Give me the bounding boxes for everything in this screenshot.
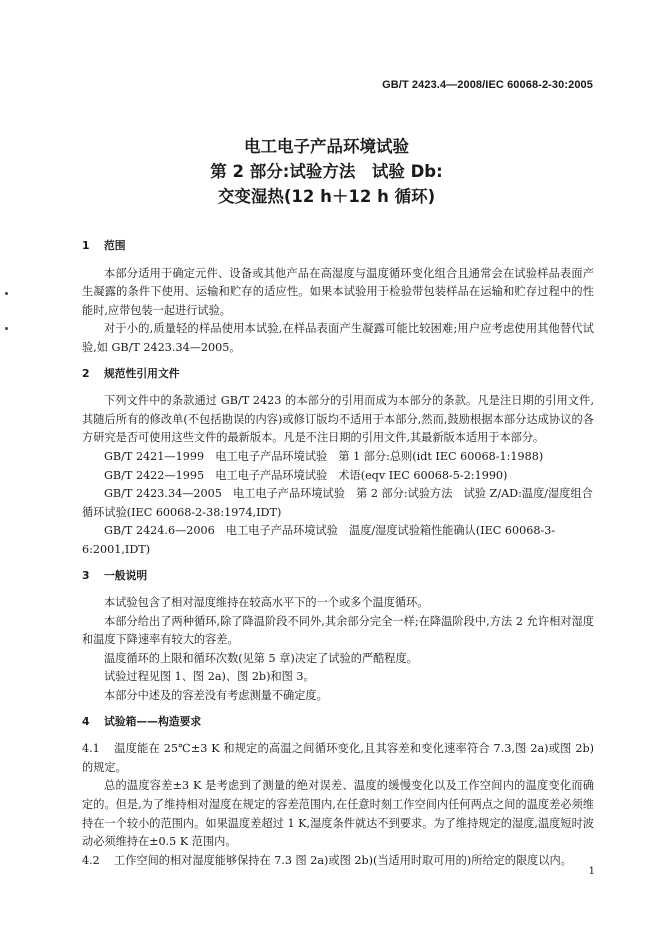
paragraph: 本部分中述及的容差没有考虑测量不确定度。 — [104, 689, 328, 703]
section-title: 规范性引用文件 — [104, 366, 180, 380]
section-number: 4 — [82, 714, 90, 728]
section-2-heading — [82, 365, 594, 384]
clause-number: 4.2 — [82, 853, 100, 867]
clause-number: 4.1 — [82, 742, 100, 756]
section-title: 一般说明 — [104, 568, 148, 582]
section-4-heading — [82, 713, 594, 732]
clause-text: 工作空间的相对湿度能够保持在 7.3 图 2a)或图 2b)(当适用时取可用的)所给定的限度以内。 — [114, 853, 572, 867]
title-line-3: 交变湿热(12 h＋12 h 循环) — [217, 187, 436, 206]
document-body — [82, 237, 594, 870]
margin-mark — [5, 292, 8, 295]
title-line-1: 电工电子产品环境试验 — [244, 137, 409, 156]
page-number: 1 — [588, 866, 595, 877]
section-1-heading — [82, 237, 594, 256]
section-title: 试验箱——构造要求 — [104, 714, 202, 728]
paragraph: 温度循环的上限和循环次数(见第 5 章)决定了试验的严酷程度。 — [104, 651, 418, 665]
paragraph: 总的温度容差±3 K 是考虑到了测量的绝对误差、温度的缓慢变化以及工作空间内的温度变化而确定的。但是,为了维持相对湿度在规定的容差范围内,在任意时刻工作空间内任何两点之间的温度差必须维持在一个较小的范围内。如果温度差超过 1 K,湿度条件就达不到要求。为了维持规定的湿度,温度短时波动必须维持在±0.5 K 范围内。 — [82, 779, 594, 849]
section-title: 范围 — [104, 239, 126, 252]
reference-item: GB/T 2423.34—2005 电工电子产品环境试验 第 2 部分:试验方法 试验 Z/AD:温度/湿度组合循环试验(IEC 60068-2-38:1974,IDT) — [82, 487, 593, 519]
margin-mark — [5, 327, 8, 330]
reference-item: GB/T 2421—1999 电工电子产品环境试验 第 1 部分:总则(idt IEC 60068-1:1988) — [104, 449, 544, 463]
paragraph: 试验过程见图 1、图 2a)、图 2b)和图 3。 — [104, 670, 315, 684]
paragraph: 本试验包含了相对湿度维持在较高水平下的一个或多个温度循环。 — [104, 596, 429, 610]
document-title — [0, 134, 653, 209]
paragraph: 下列文件中的条款通过 GB/T 2423 的本部分的引用而成为本部分的条款。凡是注日期的引用文件,其随后所有的修改单(不包括勘误的内容)或修订版均不适用于本部分,然而,鼓励根据本部分达成协议的各方研究是否可使用这些文件的最新版本。凡是不注日期的引用文件,其最新版本适用于本部分。 — [82, 394, 594, 445]
paragraph: 对于小的,质量轻的样品使用本试验,在样品表面产生凝露可能比较困难;用户应考虑使用其他替代试验,如 GB/T 2423.34—2005。 — [82, 322, 594, 354]
reference-item: GB/T 2422—1995 电工电子产品环境试验 术语(eqv IEC 60068-5-2:1990) — [104, 468, 508, 482]
standard-code: GB/T 2423.4—2008/IEC 60068-2-30:2005 — [382, 79, 593, 91]
paragraph: 本部分适用于确定元件、设备或其他产品在高湿度与温度循环变化组合且通常会在试验样品表面产生凝露的条件下使用、运输和贮存的适应性。如果本试验用于检验带包装样品在运输和贮存过程中的性能时,应带包装一起进行试验。 — [82, 266, 594, 317]
clause-4-1 — [82, 740, 594, 777]
title-line-2: 第 2 部分:试验方法 试验 Db: — [210, 162, 443, 181]
clause-4-2 — [82, 852, 594, 871]
clause-text: 温度能在 25℃±3 K 和规定的高温之间循环变化,且其容差和变化速率符合 7.3,图 2a)或图 2b)的规定。 — [82, 742, 594, 774]
paragraph: 本部分给出了两种循环,除了降温阶段不同外,其余部分完全一样;在降温阶段中,方法 2 允许相对湿度和温度下降速率有较大的容差。 — [82, 614, 594, 647]
section-number: 3 — [82, 568, 90, 582]
section-number: 2 — [82, 366, 90, 380]
section-number: 1 — [82, 239, 90, 252]
section-3-heading — [82, 567, 594, 586]
reference-item: GB/T 2424.6—2006 电工电子产品环境试验 温度/湿度试验箱性能确认(IEC 60068-3-6:2001,IDT) — [82, 524, 556, 556]
